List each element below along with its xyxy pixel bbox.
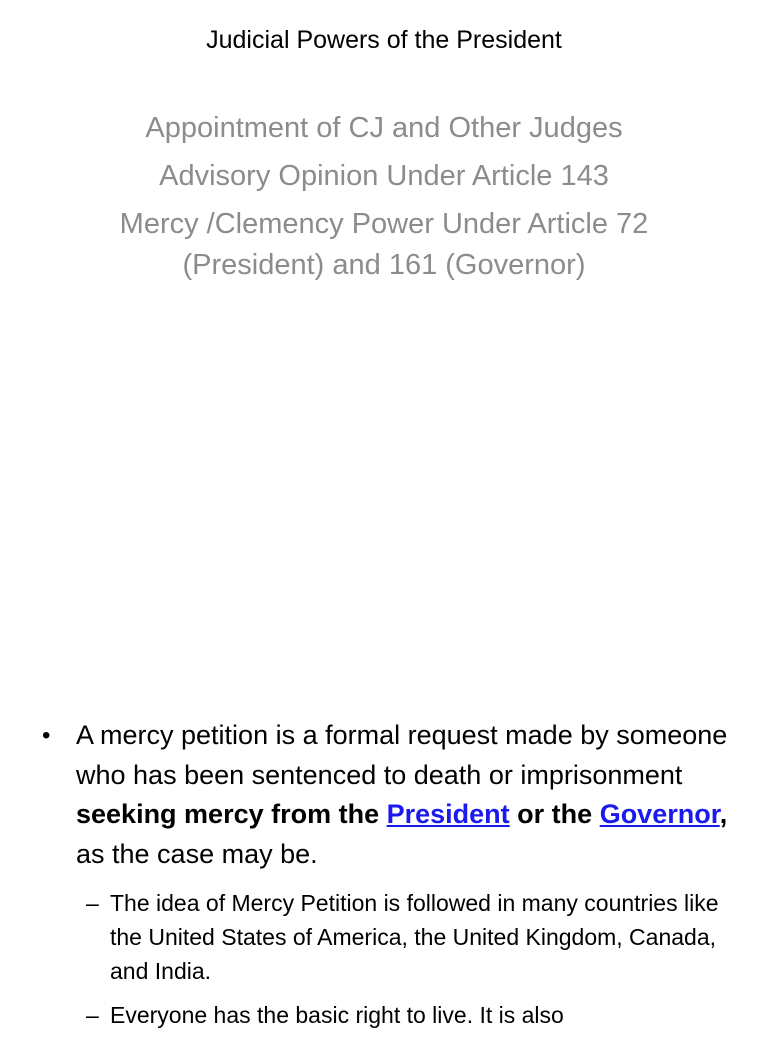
subtitle-line-3: Mercy /Clemency Power Under Article 72 (President) and 161 (Governor) [119,208,649,281]
subtitle-line-1: Appointment of CJ and Other Judges [145,112,623,144]
sub-bullet-item [86,886,740,988]
sub-bullet-list [40,886,740,1032]
bullet-item [40,716,740,874]
sub-bullet-marker: – [86,1002,99,1028]
bullet-bold-3: , [719,799,728,829]
bullet-bold-1: seeking mercy from the [76,799,387,829]
slide-title: Judicial Powers of the President [206,26,562,54]
bullet-marker: • [42,722,51,749]
governor-link[interactable]: Governor [599,799,720,829]
sub-bullet-marker: – [86,890,99,916]
subtitle-line-2: Advisory Opinion Under Article 143 [159,160,609,192]
bullet-list [40,716,740,1042]
sub-bullet-text: Everyone has the basic right to live. It is also [110,1002,564,1028]
subtitle-block [60,108,708,293]
sub-bullet-text: The idea of Mercy Petition is followed in many countries like the United States of America, the United Kingdom, Canada, and India. [110,890,719,984]
bullet-text-2: as the case may be. [76,838,318,869]
bullet-bold-2: or the [509,799,600,829]
president-link[interactable]: President [386,799,510,829]
bullet-text-1: A mercy petition is a formal request made by someone who has been sentenced to death or imprisonment [76,720,728,790]
sub-bullet-item [86,998,740,1032]
